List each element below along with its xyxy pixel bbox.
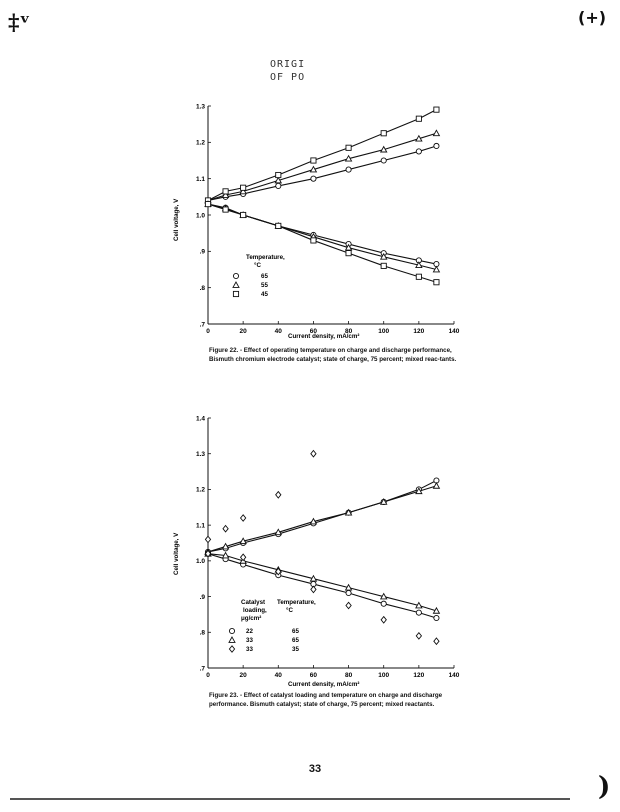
fig23-legend-col1-line3: μg/cm² xyxy=(241,615,262,622)
fig23-xtick-label: 20 xyxy=(239,672,247,679)
fig22-xtick-label: 120 xyxy=(413,328,425,335)
stamp-line-1: ORIGI xyxy=(270,59,306,70)
fig22-point-square-discharge xyxy=(223,207,228,212)
fig22-ytick-label: .8 xyxy=(199,284,205,292)
fig22-legend-entry-3: 45 xyxy=(261,291,268,298)
fig23-point-diamond-charge xyxy=(241,515,246,521)
fig22-point-square-charge xyxy=(241,185,246,190)
fig23-point-diamond-charge xyxy=(276,492,281,498)
fig23-point-circle-discharge xyxy=(381,601,386,606)
fig23-xtick-label: 40 xyxy=(274,672,282,679)
fig23-x-axis-label: Current density, mA/cm² xyxy=(288,681,360,688)
fig23-point-circle-discharge xyxy=(416,610,421,615)
fig22-point-square-charge xyxy=(223,189,228,194)
fig23-ytick-label: 1.0 xyxy=(195,558,205,566)
fig23-xticks xyxy=(206,665,460,679)
fig23-ytick-label: 1.2 xyxy=(195,486,205,494)
origin-stamp xyxy=(270,58,305,84)
bottom-rule xyxy=(10,798,570,800)
fig22-legend-triangle-icon xyxy=(233,282,239,287)
fig23-xtick-label: 60 xyxy=(309,672,318,679)
fig23-point-diamond-charge xyxy=(223,526,228,532)
fig22-ytick-label: 1.2 xyxy=(195,139,205,147)
fig23-ytick-label: .8 xyxy=(199,629,205,637)
fig22-point-circle-charge xyxy=(346,167,351,172)
fig23-yticks xyxy=(196,415,211,672)
fig23-ytick-label: .7 xyxy=(199,665,205,673)
fig23-point-diamond-charge xyxy=(205,536,210,542)
fig22-xtick-label: 60 xyxy=(309,328,318,335)
figure-23-caption: Figure 23. - Effect of catalyst loading and temperature on charge and discharge performance. Bismuth catalyst; state of charge, 75 percent; mixed reactants. xyxy=(209,692,443,708)
fig23-series-lines xyxy=(208,481,436,619)
corner-mark-top-right: (+) xyxy=(578,8,607,27)
fig23-legend-col2-line1: Temperature, xyxy=(277,599,316,606)
fig23-legend xyxy=(229,599,316,653)
fig22-y-axis-label: Cell voltage, V xyxy=(173,198,180,241)
fig23-xtick-label: 140 xyxy=(448,672,460,679)
fig22-point-square-discharge xyxy=(205,202,210,207)
fig22-point-square-charge xyxy=(434,107,439,112)
fig22-ytick-label: .9 xyxy=(199,248,205,256)
fig23-legend-temp-3: 35 xyxy=(292,646,299,653)
fig22-legend-square-icon xyxy=(233,291,238,296)
fig22-ytick-label: 1.1 xyxy=(195,175,205,183)
fig23-legend-diamond-icon xyxy=(229,646,234,652)
fig23-point-circle-discharge xyxy=(434,615,439,620)
fig23-legend-col1-line2: loading, xyxy=(243,607,267,614)
corner-mark-top-left: ‡ᵛ xyxy=(8,10,31,36)
fig22-legend-title-1: Temperature, xyxy=(246,254,285,261)
fig23-point-circle-discharge xyxy=(346,590,351,595)
fig22-ytick-label: 1.0 xyxy=(195,212,205,220)
fig22-xtick-label: 80 xyxy=(344,328,353,335)
fig22-ytick-label: .7 xyxy=(199,321,205,329)
fig22-ytick-label: 1.3 xyxy=(195,103,205,111)
fig23-point-diamond-discharge xyxy=(311,586,316,592)
fig23-legend-col1-line1: Catalyst xyxy=(241,599,266,606)
fig22-legend-circle-icon xyxy=(233,273,238,278)
figure-22-caption: Figure 22. - Effect of operating temperature on charge and discharge performance, Bismuth chromium electrode catalyst; state of charge, 75 percent; mixed reac-tants. xyxy=(209,347,457,363)
fig22-point-square-charge xyxy=(346,145,351,150)
fig22-point-square-charge xyxy=(416,116,421,121)
fig22-xtick-label: 20 xyxy=(239,328,247,335)
fig23-legend-loading-1: 22 xyxy=(246,628,253,635)
fig23-legend-loading-3: 33 xyxy=(246,646,253,653)
fig23-point-diamond-discharge xyxy=(346,602,351,608)
fig22-xtick-label: 100 xyxy=(378,328,390,335)
fig23-ytick-label: 1.1 xyxy=(195,522,205,530)
fig22-yticks xyxy=(196,103,211,328)
fig22-legend-entry-1: 65 xyxy=(261,273,268,280)
fig22-point-square-discharge xyxy=(276,223,281,228)
fig22-legend-title-2: °C xyxy=(254,262,261,269)
fig22-legend xyxy=(233,254,285,298)
fig22-point-square-discharge xyxy=(434,280,439,285)
fig22-point-square-discharge xyxy=(416,274,421,279)
fig22-point-square-charge xyxy=(276,172,281,177)
fig22-x-axis-label: Current density, mA/cm² xyxy=(288,333,360,340)
fig22-point-circle-charge xyxy=(416,149,421,154)
fig23-xtick-label: 0 xyxy=(206,672,210,679)
fig22-point-square-discharge xyxy=(311,238,316,243)
fig22-series-markers xyxy=(205,107,439,285)
fig23-legend-col2-line2: °C xyxy=(286,607,293,614)
fig23-legend-circle-icon xyxy=(229,628,234,633)
fig23-legend-triangle-icon xyxy=(229,637,235,642)
fig23-point-diamond-discharge xyxy=(381,617,386,623)
corner-mark-bottom-right: ) xyxy=(598,772,611,802)
fig22-point-triangle-charge xyxy=(433,130,439,135)
figure-23-chart xyxy=(168,410,468,690)
fig23-y-axis-label: Cell voltage, V xyxy=(173,532,180,575)
fig23-point-triangle-charge xyxy=(433,483,439,488)
page-number: 33 xyxy=(308,763,322,775)
fig23-point-diamond-charge xyxy=(311,451,316,457)
fig23-xtick-label: 120 xyxy=(413,672,425,679)
fig23-ytick-label: .9 xyxy=(199,593,205,601)
fig22-point-circle-charge xyxy=(434,143,439,148)
fig22-legend-entry-2: 55 xyxy=(261,282,268,289)
fig23-legend-temp-2: 65 xyxy=(292,637,299,644)
fig22-point-square-discharge xyxy=(241,212,246,217)
fig22-point-square-charge xyxy=(311,158,316,163)
fig23-point-diamond-discharge xyxy=(241,554,246,560)
fig22-point-circle-charge xyxy=(276,183,281,188)
fig22-point-circle-charge xyxy=(381,158,386,163)
fig23-legend-loading-2: 33 xyxy=(246,637,253,644)
figure-22-chart xyxy=(168,96,468,346)
fig22-point-square-charge xyxy=(381,131,386,136)
fig22-xtick-label: 40 xyxy=(274,328,282,335)
fig23-point-diamond-discharge xyxy=(416,633,421,639)
fig22-point-square-discharge xyxy=(381,263,386,268)
fig23-legend-temp-1: 65 xyxy=(292,628,299,635)
fig22-xtick-label: 140 xyxy=(448,328,460,335)
fig22-point-square-discharge xyxy=(346,251,351,256)
fig23-ytick-label: 1.4 xyxy=(195,415,205,423)
fig23-xtick-label: 80 xyxy=(344,672,353,679)
fig23-xtick-label: 100 xyxy=(378,672,390,679)
fig22-point-circle-charge xyxy=(311,176,316,181)
fig22-xtick-label: 0 xyxy=(206,328,210,335)
stamp-line-2: OF PO xyxy=(270,72,306,83)
fig23-point-diamond-discharge xyxy=(434,638,439,644)
fig23-ytick-label: 1.3 xyxy=(195,451,205,459)
